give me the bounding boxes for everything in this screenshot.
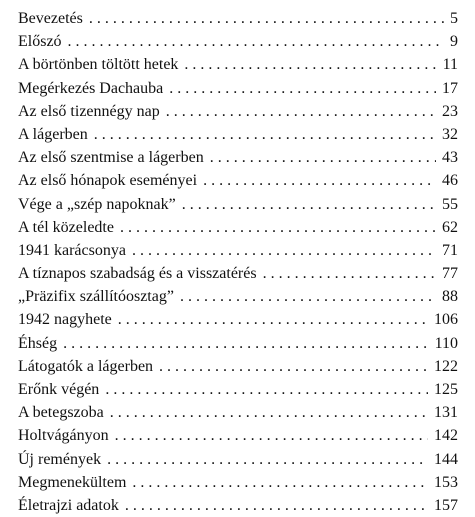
toc-dot-leader [110,401,428,424]
toc-dot-leader [118,308,428,331]
toc-entry-title: Erőnk végén [18,381,100,398]
toc-dot-leader [180,285,436,308]
toc-entry-title: Életrajzi adatok [18,496,119,514]
toc-entry [18,471,458,494]
toc-entry [18,448,458,471]
toc-entry-page: 157 [434,496,458,514]
toc-dot-leader [105,378,428,401]
toc-entry-title: 1941 karácsonya [18,241,126,259]
toc-dot-leader [89,7,444,30]
toc-entry-page: 43 [442,149,458,167]
toc-entry-page: 71 [442,241,458,259]
toc-entry-page: 55 [442,195,458,213]
toc-dot-leader [166,100,436,123]
toc-dot-leader [132,471,428,494]
toc-entry-page: 11 [442,56,458,74]
toc-entry [18,30,458,53]
toc-dot-leader [184,53,436,76]
toc-entry [18,123,458,146]
toc-dot-leader [94,123,436,146]
toc-entry-title: Új remények [18,450,102,468]
toc-entry [18,424,458,447]
toc-entry [18,401,458,424]
toc-dot-leader [210,146,436,169]
toc-entry-page: 131 [434,404,458,422]
toc-entry-page: 142 [434,427,458,445]
toc-dot-leader [115,424,428,447]
toc-entry [18,355,458,378]
toc-entry [18,332,458,355]
toc-entry-title: A börtönben töltött hetek [18,56,179,74]
toc-entry [18,216,458,239]
toc-dot-leader [120,216,436,239]
toc-entry-title: Az első hónapok eseményei [18,172,198,190]
toc-entry-page: 125 [434,381,458,398]
toc-entry-page: 144 [434,450,458,468]
toc-entry-title: A lágerben [18,125,88,143]
toc-entry-title: Megmenekültem [18,473,127,491]
toc-entry-title: Látogatók a lágerben [18,357,154,375]
toc-dot-leader [169,77,436,100]
toc-entry-title: 1942 nagyhete [18,311,112,329]
toc-dot-leader [159,355,428,378]
toc-entry-title: Vége a „szép napoknak” [18,195,176,213]
toc-dot-leader [125,494,428,517]
toc-entry [18,285,458,308]
toc-entry [18,100,458,123]
toc-dot-leader [203,169,436,192]
toc-entry-page: 110 [434,334,458,352]
toc-entry [18,146,458,169]
toc-entry [18,378,458,401]
toc-entry [18,53,458,76]
toc-entry-title: Előszó [18,33,62,51]
toc-entry-title: Holtvágányon [18,427,109,445]
toc-entry-page: 77 [442,265,458,283]
toc-dot-leader [68,30,444,53]
toc-entry [18,308,458,331]
toc-entry-title: Éhség [18,334,58,352]
toc-entry-title: Az első szentmise a lágerben [18,149,204,167]
toc-entry-page: 9 [450,33,458,51]
toc-entry-page: 32 [442,125,458,143]
toc-entry [18,169,458,192]
toc-entry [18,494,458,517]
toc-dot-leader [182,193,436,216]
toc-entry-page: 46 [442,172,458,190]
toc-entry-title: A betegszoba [18,404,104,422]
toc-entry [18,239,458,262]
toc-entry-title: Megérkezés Dachauba [18,79,164,97]
toc-entry-page: 122 [434,357,458,375]
toc-dot-leader [107,448,428,471]
toc-entry-title: A tíznapos szabadság és a visszatérés [18,265,257,283]
toc-entry-page: 23 [442,102,458,120]
toc-entry [18,7,458,30]
toc-dot-leader [63,332,428,355]
toc-entry-page: 153 [434,473,458,491]
toc-entry-page: 17 [442,79,458,97]
toc-dot-leader [263,262,436,285]
toc-entry-page: 62 [442,218,458,236]
toc-entry [18,193,458,216]
toc-entry [18,77,458,100]
toc-entry-title: „Präzifix szállítóosztag” [18,288,174,306]
table-of-contents [18,7,458,517]
toc-entry-page: 88 [442,288,458,306]
toc-entry-title: Az első tizennégy nap [18,102,160,120]
toc-entry-page: 5 [450,10,458,27]
toc-entry-title: Bevezetés [18,10,83,27]
toc-entry [18,262,458,285]
toc-entry-title: A tél közeledte [18,218,114,236]
toc-dot-leader [132,239,436,262]
toc-entry-page: 106 [434,311,458,329]
